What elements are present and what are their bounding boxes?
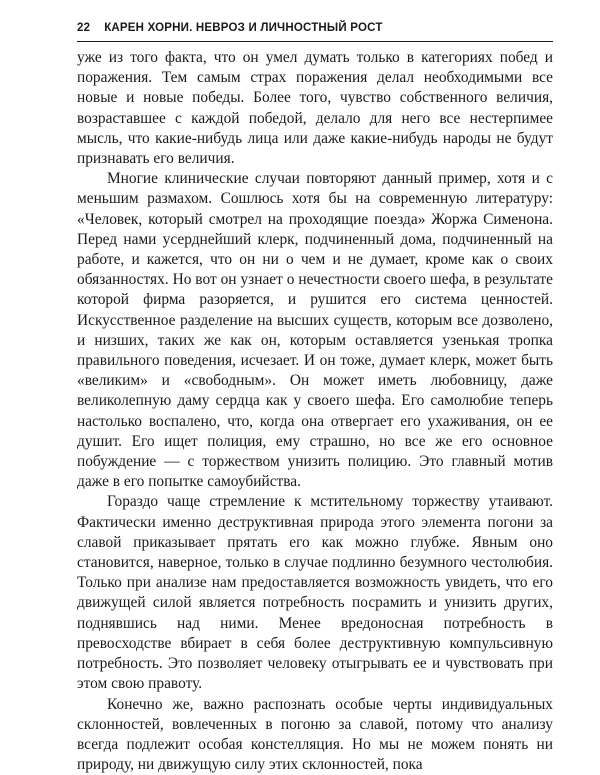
paragraph: уже из того факта, что он умел думать только в категориях побед и поражения. Тем самым страх поражения делал необходимыми все новые и новые победы. Более того, чувство собственного величия, возраставшее с каждой победой, делало для него все нестерпимее мысль, что какие-нибудь лица или даже какие-нибудь народы не будут признавать его величия. <box>77 48 553 169</box>
paragraph: Конечно же, важно распознать особые черты индивидуальных склонностей, вовлеченных в погоню за славой, потому что анализу всегда подлежит особая констелляция. Но мы не можем понять ни природу, ни движущую силу этих склонностей, пока <box>77 695 553 775</box>
body-text <box>77 48 553 775</box>
header-rule <box>77 41 553 42</box>
paragraph: Многие клинические случаи повторяют данный пример, хотя и с меньшим размахом. Сошлюсь хотя бы на современную литературу: «Человек, который смотрел на проходящие поезда» Жоржа Сименона. Перед нами усерднейший клерк, подчиненный дома, подчиненный на работе, и кажется, что он ни о чем и не думает, кроме как о своих обязанностях. Но вот он узнает о нечестности своего шефа, в результате которой фирма разоряется, и рушится его система ценностей. Искусственное разделение на высших существ, которым все дозволено, и низших, таких же как он, которым оставляется узенькая тропка правильного поведения, исчезает. И он тоже, думает клерк, может быть «великим» и «свободным». Он может иметь любовницу, даже великолепную даму сердца как у своего шефа. Его самолюбие теперь настолько воспалено, что, когда она отвергает его ухаживания, он ее душит. Его ищет полиция, ему страшно, но все же его основное побуждение — с торжеством унизить полицию. Это главный мотив даже в его попытке самоубийства. <box>77 169 553 492</box>
running-header <box>77 22 383 34</box>
paragraph: Гораздо чаще стремление к мстительному торжеству утаивают. Фактически именно деструктивная природа этого элемента погони за славой приказывает прятать его как можно глубже. Явным оно становится, наверное, только в случае подлинно безумного честолюбия. Только при анализе нам предоставляется возможность увидеть, что его движущей силой является потребность посрамить и унизить других, поднявшись над ними. Менее вредоносная потребность в превосходстве вбирает в себя более деструктивную компульсивную потребность. Это позволяет человеку отыгрывать ее и чувствовать при этом свою правоту. <box>77 492 553 694</box>
page-number: 22 <box>77 22 90 34</box>
running-title: КАРЕН ХОРНИ. НЕВРОЗ И ЛИЧНОСТНЫЙ РОСТ <box>104 22 382 34</box>
